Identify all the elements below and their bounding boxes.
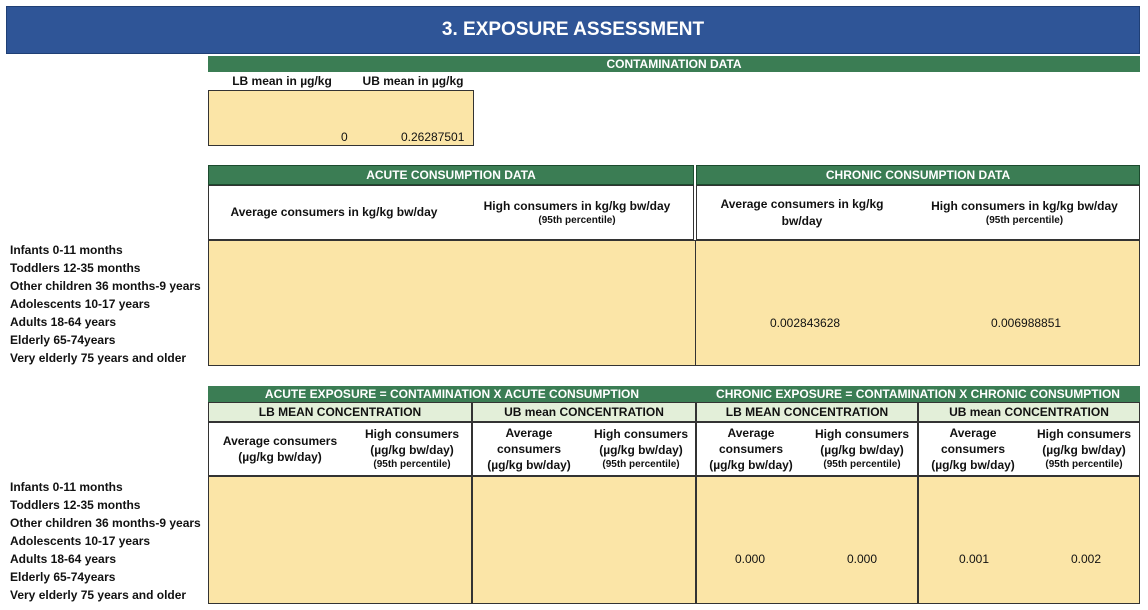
chronic-lb-high-label xyxy=(805,423,919,475)
chronic-ub-exposure-values[interactable] xyxy=(918,476,1140,604)
high-label-percentile: (95th percentile) xyxy=(373,459,451,471)
population-list-consumption xyxy=(10,241,210,367)
ub-mean-value[interactable]: 0.26287501 xyxy=(401,130,465,144)
chronic-ub-high-value[interactable]: 0.002 xyxy=(1071,552,1102,566)
high-label-percentile: (95th percentile) xyxy=(823,459,901,471)
ub-mean-label: UB mean in µg/kg xyxy=(362,73,464,88)
population-label: Toddlers 12-35 months xyxy=(10,261,141,275)
chronic-lb-high-value[interactable]: 0.000 xyxy=(847,552,878,566)
high-label-unit: (µg/kg bw/day) xyxy=(599,443,683,458)
chronic-consumption-subheaders xyxy=(696,185,1140,240)
population-label: Adolescents 10-17 years xyxy=(10,534,151,548)
population-label: Infants 0-11 months xyxy=(10,480,123,494)
population-label: Very elderly 75 years and older xyxy=(10,588,187,602)
high-label-percentile: (95th percentile) xyxy=(1045,459,1123,471)
chronic-lb-avg-label xyxy=(697,423,805,475)
acute-exposure-header: ACUTE EXPOSURE = CONTAMINATION X ACUTE CONSUMPTION xyxy=(208,386,696,402)
acute-ub-avg-label xyxy=(473,423,585,475)
high-label-line: High consumers xyxy=(814,427,910,442)
acute-ub-exposure-values[interactable] xyxy=(472,476,696,604)
population-label: Adolescents 10-17 years xyxy=(10,297,151,311)
population-label: Other children 36 months-9 years xyxy=(10,279,201,293)
chronic-ub-avg-value[interactable]: 0.001 xyxy=(959,552,990,566)
acute-ub-subheaders xyxy=(472,422,696,476)
population-label: Adults 18-64 years xyxy=(10,552,117,566)
chronic-consumption-values[interactable] xyxy=(695,240,1140,366)
high-label-line: High consumers xyxy=(1036,427,1132,442)
avg-label-line: Average xyxy=(505,425,553,440)
acute-lb-avg-label xyxy=(209,423,351,475)
high-label-unit: (µg/kg bw/day) xyxy=(820,443,904,458)
chronic-lb-avg-value[interactable]: 0.000 xyxy=(735,552,766,566)
population-label: Elderly 65-74years xyxy=(10,333,116,347)
chronic-high-percentile: (95th percentile) xyxy=(985,214,1064,226)
avg-label-unit: (µg/kg bw/day) xyxy=(487,458,571,473)
contamination-header: CONTAMINATION DATA xyxy=(208,56,1140,72)
avg-label-line: consumers xyxy=(940,441,1006,456)
high-label-line: High consumers xyxy=(593,427,689,442)
lb-mean-value[interactable]: 0 xyxy=(341,130,348,144)
population-label: Other children 36 months-9 years xyxy=(10,516,201,530)
population-label: Adults 18-64 years xyxy=(10,315,117,329)
chronic-avg-consumers-label: Average consumers in kg/kg bw/day xyxy=(720,197,884,228)
chronic-exposure-header: CHRONIC EXPOSURE = CONTAMINATION X CHRONIC CONSUMPTION xyxy=(696,386,1140,402)
acute-high-label-text: High consumers in kg/kg bw/day xyxy=(483,198,671,213)
avg-label-line: Average consumers xyxy=(222,433,338,448)
high-label-line: High consumers xyxy=(364,427,460,442)
acute-lb-high-label xyxy=(351,423,473,475)
acute-lb-subheaders xyxy=(208,422,472,476)
avg-label-line: consumers xyxy=(496,441,562,456)
chronic-high-value[interactable]: 0.006988851 xyxy=(991,316,1062,330)
population-label: Infants 0-11 months xyxy=(10,243,123,257)
acute-high-consumers-label xyxy=(459,186,695,239)
population-label: Very elderly 75 years and older xyxy=(10,351,187,365)
chronic-lb-concentration: LB MEAN CONCENTRATION xyxy=(696,402,918,422)
chronic-ub-avg-label xyxy=(919,423,1027,475)
acute-lb-exposure-values[interactable] xyxy=(208,476,472,604)
chronic-ub-high-label xyxy=(1027,423,1141,475)
high-label-unit: (µg/kg bw/day) xyxy=(1042,443,1126,458)
avg-label-unit: (µg/kg bw/day) xyxy=(709,458,793,473)
acute-ub-concentration: UB mean CONCENTRATION xyxy=(472,402,696,422)
chronic-ub-concentration: UB mean CONCENTRATION xyxy=(918,402,1140,422)
acute-lb-concentration: LB MEAN CONCENTRATION xyxy=(208,402,472,422)
high-label-percentile: (95th percentile) xyxy=(602,459,680,471)
avg-label-unit: (µg/kg bw/day) xyxy=(931,458,1015,473)
chronic-high-consumers-label xyxy=(912,186,1137,239)
population-label: Elderly 65-74years xyxy=(10,570,116,584)
chronic-lb-exposure-values[interactable] xyxy=(696,476,918,604)
contamination-values-box xyxy=(208,90,474,146)
acute-high-percentile: (95th percentile) xyxy=(538,214,616,226)
chronic-ub-subheaders xyxy=(918,422,1140,476)
population-list-exposure xyxy=(10,478,210,604)
avg-label-line: Average xyxy=(727,425,775,440)
population-label: Toddlers 12-35 months xyxy=(10,498,141,512)
avg-label-unit: (µg/kg bw/day) xyxy=(238,450,322,464)
acute-ub-high-label xyxy=(585,423,697,475)
chronic-consumption-header: CHRONIC CONSUMPTION DATA xyxy=(696,165,1140,185)
high-label-unit: (µg/kg bw/day) xyxy=(370,443,454,458)
chronic-avg-value[interactable]: 0.002843628 xyxy=(770,316,841,330)
chronic-high-label-text: High consumers in kg/kg bw/day xyxy=(931,198,1118,213)
avg-label-line: consumers xyxy=(718,441,784,456)
chronic-lb-subheaders xyxy=(696,422,918,476)
acute-consumption-values[interactable] xyxy=(208,240,696,366)
section-title: 3. EXPOSURE ASSESSMENT xyxy=(6,6,1140,54)
lb-mean-label: LB mean in µg/kg xyxy=(232,73,332,88)
acute-consumption-header: ACUTE CONSUMPTION DATA xyxy=(208,165,694,185)
acute-consumption-subheaders xyxy=(208,185,694,240)
avg-label-line: Average xyxy=(949,425,997,440)
acute-avg-consumers-label: Average consumers in kg/kg bw/day xyxy=(230,205,438,220)
